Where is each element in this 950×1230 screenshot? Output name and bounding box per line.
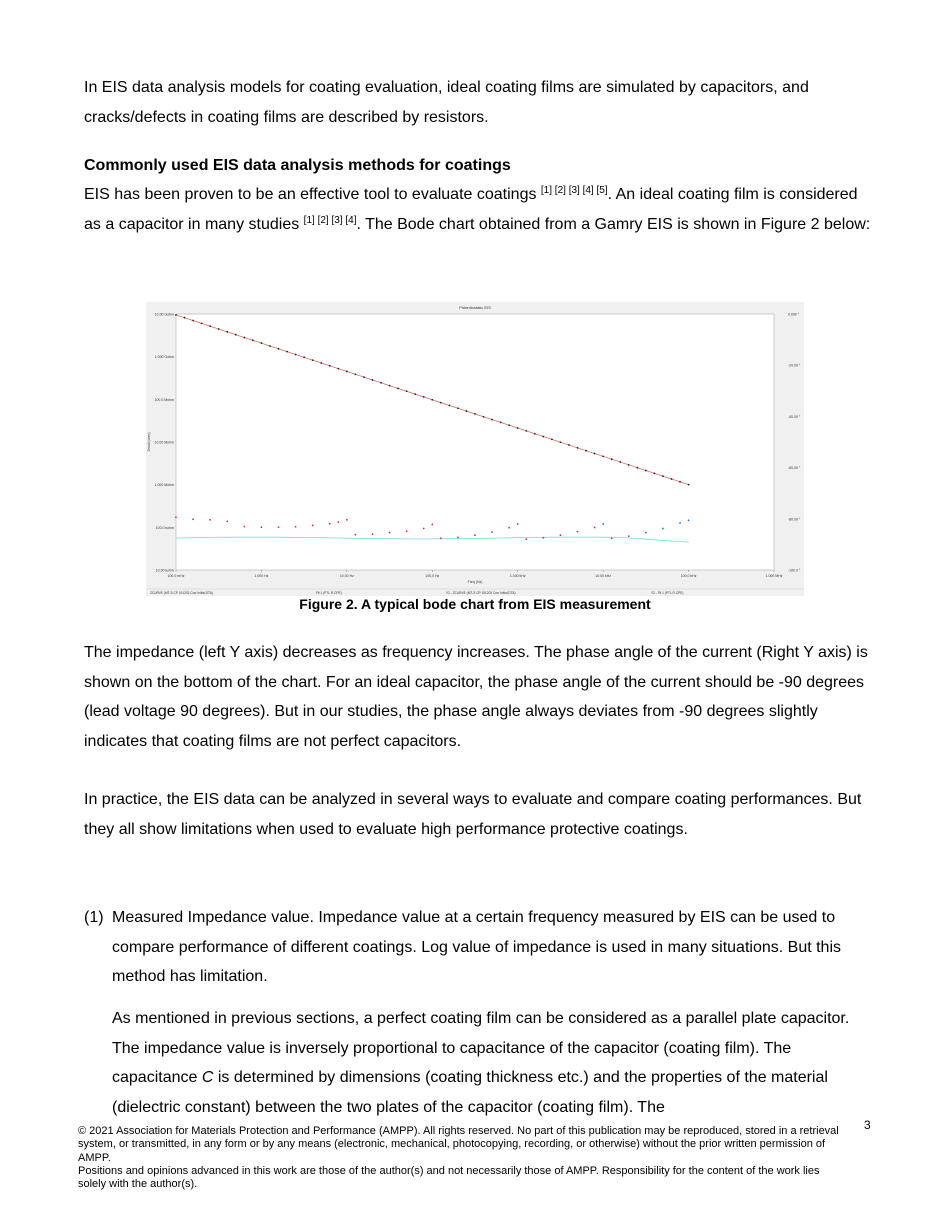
impedance-data-point [286,351,288,353]
phase-data-point [542,537,544,539]
phase-data-point [602,523,604,525]
legend-phase-fit: Y2 - Fit 1 (PTL R-CPE) [651,591,684,595]
x-tick-label: 1.000 Hz [254,574,269,578]
phase-data-point [372,533,374,535]
impedance-data-point [337,368,339,370]
impedance-data-point [389,385,391,387]
impedance-data-point [500,422,502,424]
impedance-data-point [269,345,271,347]
impedance-data-point [295,354,297,356]
page-footer [78,1125,848,1191]
phase-data-point [423,528,425,530]
x-tick-label: 100.0 kHz [680,574,697,578]
impedance-data-point [201,322,203,324]
impedance-data-point [525,430,527,432]
phase-data-point [594,527,596,529]
impedance-data-point [235,334,237,336]
impedance-data-point [320,362,322,364]
phase-data-point [662,528,664,530]
impedance-data-point [534,433,536,435]
y-left-tick-label: 10.00 kohm [155,568,174,573]
impedance-data-point [380,382,382,384]
impedance-data-point [466,410,468,412]
y-left-tick-label: 10.00 Gohm [154,312,174,317]
impedance-data-point [448,405,450,407]
impedance-data-point [414,393,416,395]
phase-data-point [175,516,177,518]
legend-phase: Y2 - ZCURVE (MT-S CP 191202 Corr Initial.DTA) [446,591,516,595]
impedance-data-point [406,390,408,392]
phase-data-point [209,519,211,521]
impedance-data-point [662,475,664,477]
impedance-data-point [688,484,690,486]
phase-data-point [431,524,433,526]
impedance-data-point [491,419,493,421]
phase-data-point [645,532,647,534]
y-left-tick-label: 1.000 Mohm [154,483,174,488]
citation-refs-1: [1] [2] [3] [4] [5] [540,185,608,196]
impedance-data-point [654,472,656,474]
list-number-1: (1) [84,909,104,926]
phase-data-point [577,531,579,533]
phase-data-point [491,531,493,533]
y-axis-label: Zmod (ohm) [147,432,151,452]
impedance-data-point [645,470,647,472]
impedance-data-point [602,455,604,457]
phase-data-point [337,521,339,523]
phase-data-point [611,537,613,539]
legend-zcurve: ZCURVE (MT-S CP 191202 Corr Initial.DTA) [150,591,213,595]
y-left-tick-label: 10.00 Mohm [154,440,174,445]
phase-data-point [517,523,519,525]
bode-chart [146,302,804,596]
phase-data-point [688,519,690,521]
impedance-data-point [303,356,305,358]
impedance-data-point [226,331,228,333]
impedance-data-point [542,436,544,438]
phase-data-point [278,526,280,528]
phase-data-point [261,526,263,528]
methods-text-c: . The Bode chart obtained from a Gamry EIS is shown in Figure 2 below: [356,215,871,233]
methods-text-a: EIS has been proven to be an effective tool to evaluate coatings [84,186,541,203]
impedance-data-point [252,339,254,341]
y-left-tick-label: 1.000 Gohm [154,355,174,360]
impedance-data-point [611,458,613,460]
phase-data-point [192,518,194,520]
methods-paragraph [84,180,874,239]
y-right-tick-label: 0.000 ° [788,312,800,317]
y-right-tick-label: -80.00 ° [788,517,801,522]
impedance-data-point [560,441,562,443]
impedance-paragraph: The impedance (left Y axis) decreases as frequency increases. The phase angle of the current (Right Y axis) is shown on the bottom of the chart. For an ideal capacitor, the phase angle of the current should be -90 degrees (lead voltage 90 degrees). But in our studies, the phase angle always deviates from -90 degrees slightly indicates that coating films are not perfect capacitors. [84,644,868,750]
legend-fit: Fit 1 (PTL R-CPE) [316,591,342,595]
phase-data-point [560,534,562,536]
phase-data-point [329,523,331,525]
impedance-data-point [517,427,519,429]
impedance-data-point [363,376,365,378]
impedance-data-point [329,365,331,367]
page-number: 3 [864,1118,871,1132]
phase-data-point [312,525,314,527]
copyright-notice: © 2021 Association for Materials Protection and Performance (AMPP). All rights reserved. No part of this publication may be reproduced, stored in a retrieval system, or transmitted, in any form or by any means (electronic, mechanical, photocopying, recording, or otherwise) without the prior written permission of AMPP. [78,1125,839,1164]
impedance-data-point [209,325,211,327]
phase-data-point [628,535,630,537]
impedance-data-point [508,424,510,426]
phase-data-point [440,537,442,539]
impedance-data-point [184,317,186,319]
phase-data-point [406,530,408,532]
y-right-tick-label: -20.00 ° [788,363,801,368]
x-tick-label: 1.000 kHz [509,574,526,578]
impedance-data-point [218,328,220,330]
impedance-data-point [474,413,476,415]
impedance-data-point [192,320,194,322]
impedance-data-point [261,342,263,344]
capacitor-paragraph [112,1004,874,1122]
impedance-data-point [440,402,442,404]
y-right-tick-label: -100.0 ° [788,568,801,573]
x-tick-label: 100.0 mHz [167,574,185,578]
impedance-data-point [679,481,681,483]
impedance-data-point [372,379,374,381]
phase-data-point [508,527,510,529]
y-left-tick-label: 100.0 Mohm [154,397,174,402]
impedance-data-point [577,447,579,449]
phase-data-point [355,534,357,536]
impedance-data-point [312,359,314,361]
x-tick-label: 100.0 Hz [425,574,440,578]
phase-data-point [457,536,459,538]
phase-data-point [226,520,228,522]
impedance-data-point [483,416,485,418]
phase-data-point [346,519,348,521]
chart-title: Potentiostatic EIS [459,305,491,310]
phase-data-point [295,526,297,528]
citation-refs-2: [1] [2] [3] [4] [303,214,357,226]
capacitor-text-a: As mentioned in previous sections, a perfect coating film can be considered as a parallel plate capacitor. The impedance value is inversely proportional to capacitance of the capacitor (coating film). The capacitance [112,1010,850,1086]
figure-caption: Figure 2. A typical bode chart from EIS measurement [299,596,651,612]
impedance-data-point [397,388,399,390]
impedance-data-point [568,444,570,446]
intro-paragraph: In EIS data analysis models for coating evaluation, ideal coating films are simulated by capacitors, and cracks/defects in coating films are described by resistors. [84,79,809,126]
impedance-data-point [431,399,433,401]
impedance-data-point [278,348,280,350]
impedance-data-point [457,407,459,409]
impedance-data-point [175,314,177,316]
x-tick-label: 10.00 kHz [595,574,612,578]
impedance-data-point [346,371,348,373]
x-tick-label: 10.00 Hz [339,574,354,578]
impedance-data-point [551,438,553,440]
phase-data-point [679,522,681,524]
phase-data-point [474,534,476,536]
disclaimer-notice: Positions and opinions advanced in this work are those of the author(s) and not necessarily those of AMPP. Responsibility for the content of the work lies solely with the author(s). [78,1164,820,1191]
x-axis-label: Freq (Hz) [467,580,483,584]
y-right-tick-label: -60.00 ° [788,466,801,471]
phase-data-point [389,532,391,534]
impedance-data-point [619,461,621,463]
impedance-data-point [594,453,596,455]
phase-data-point [243,526,245,528]
impedance-data-point [243,337,245,339]
phase-data-point [525,538,527,540]
practice-paragraph: In practice, the EIS data can be analyzed in several ways to evaluate and compare coating performances. But they all show limitations when used to evaluate high performance protective coatings. [84,791,862,838]
section-heading: Commonly used EIS data analysis methods for coatings [84,157,511,174]
bode-chart-figure [146,302,804,596]
list-item-1: Measured Impedance value. Impedance value at a certain frequency measured by EIS can be used to compare performance of different coatings. Log value of impedance is used in many situations. But this method has limitation. [112,909,841,985]
impedance-data-point [671,478,673,480]
impedance-data-point [585,450,587,452]
impedance-data-point [636,467,638,469]
y-left-tick-label: 100.0 kohm [155,525,174,530]
plot-area [176,314,774,570]
impedance-data-point [628,464,630,466]
y-right-tick-label: -40.00 ° [788,414,801,419]
capacitance-symbol: C [201,1069,214,1086]
x-tick-label: 1.000 MHz [765,574,783,578]
impedance-data-point [423,396,425,398]
methods-text-b: . An ideal coating film is considered as a capacitor in many studies [84,186,858,233]
impedance-data-point [355,373,357,375]
capacitor-text-b: is determined by dimensions (coating thickness etc.) and the properties of the material (dielectric constant) between the two plates of the capacitor (coating film). The [112,1069,828,1116]
